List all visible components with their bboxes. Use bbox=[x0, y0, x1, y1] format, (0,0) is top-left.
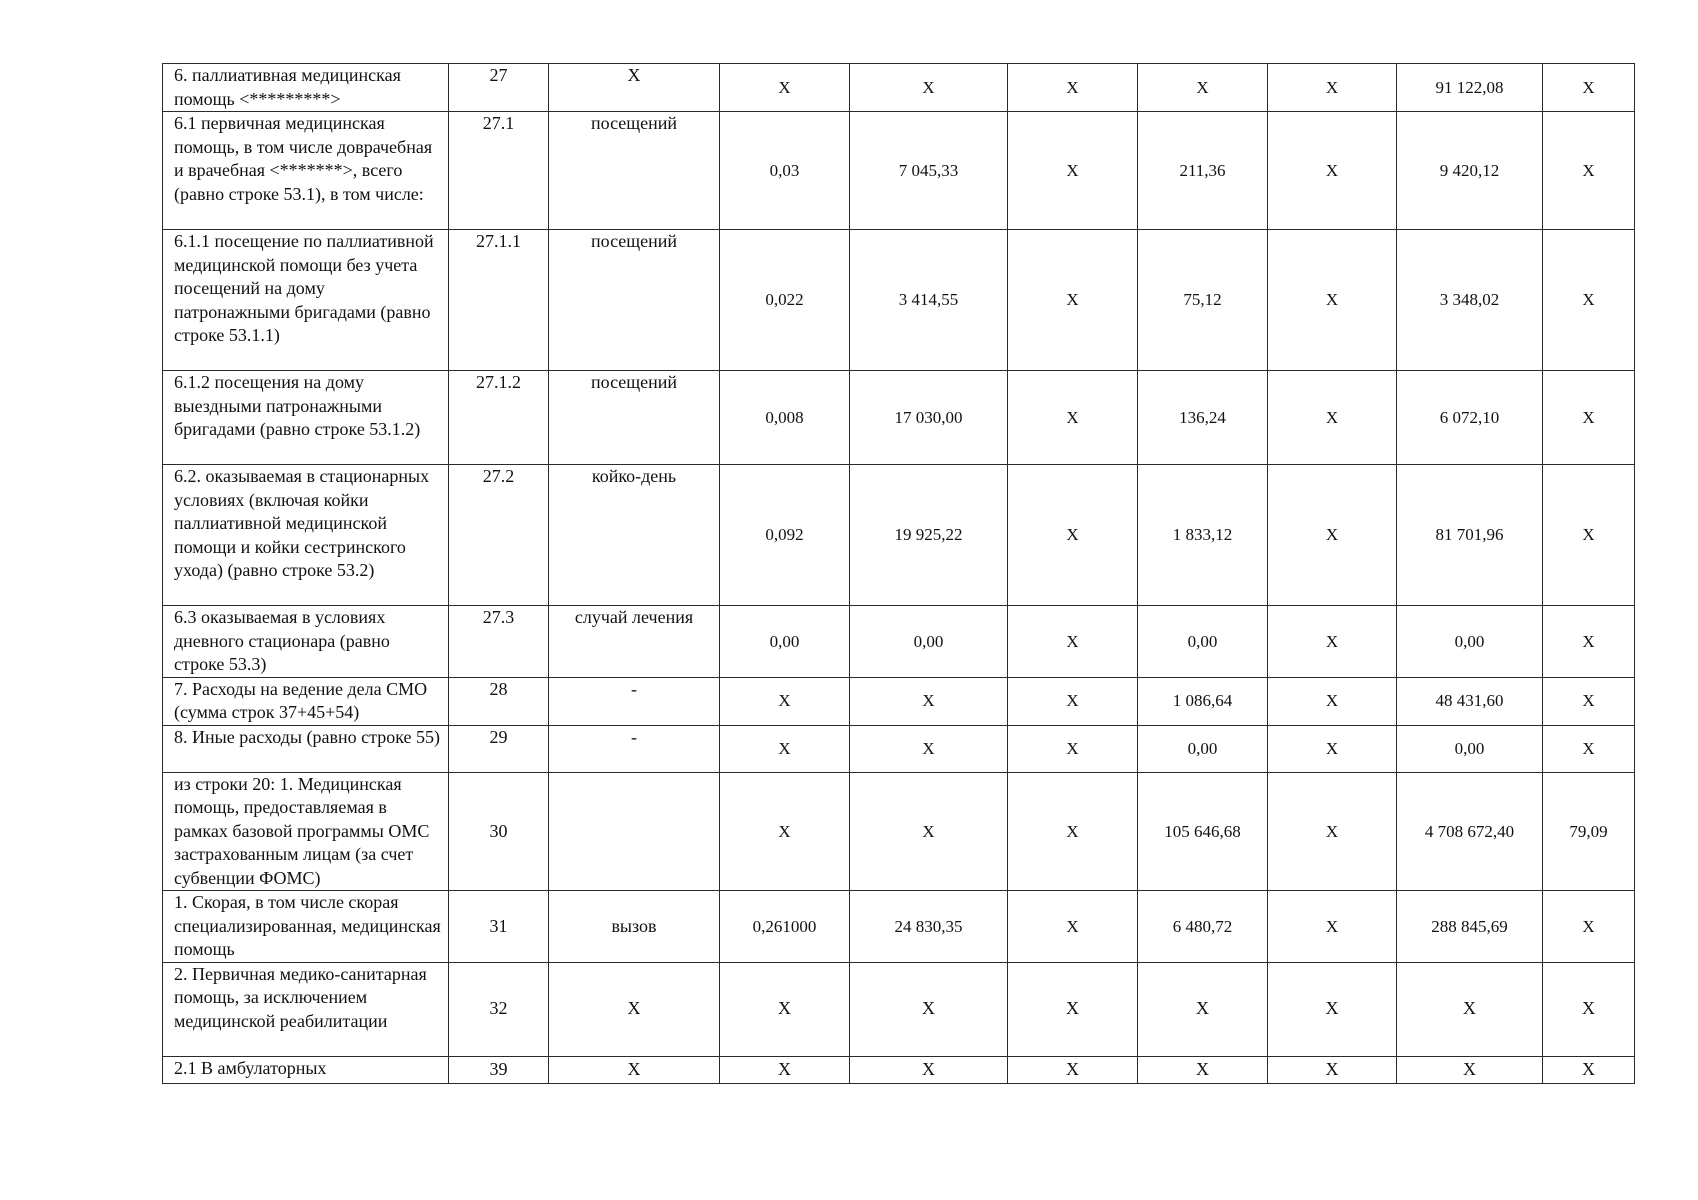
row-name-cell: 6. паллиативная медицинская помощь <*********> bbox=[163, 64, 449, 112]
value-cell: 136,24 bbox=[1138, 371, 1268, 465]
budget-table bbox=[162, 63, 1635, 1084]
value-cell: X bbox=[1008, 112, 1138, 230]
value-cell: 0,022 bbox=[720, 230, 850, 371]
value-cell: 79,09 bbox=[1543, 772, 1635, 891]
value-cell: X bbox=[1268, 725, 1397, 772]
value-cell: 1 086,64 bbox=[1138, 677, 1268, 725]
row-name-cell: 6.2. оказываемая в стационарных условиях (включая койки паллиативной медицинской помощи и койки сестринского ухода) (равно строке 53.2) bbox=[163, 465, 449, 606]
value-cell: X bbox=[850, 962, 1008, 1056]
value-cell: 288 845,69 bbox=[1397, 891, 1543, 963]
value-cell: X bbox=[1138, 1056, 1268, 1083]
table-row bbox=[163, 112, 1635, 230]
value-cell: 0,00 bbox=[1397, 725, 1543, 772]
table-row bbox=[163, 1056, 1635, 1083]
value-cell: X bbox=[850, 772, 1008, 891]
value-cell: 0,261000 bbox=[720, 891, 850, 963]
row-name-cell: 6.1 первичная медицинская помощь, в том числе доврачебная и врачебная <*******>, всего (равно строке 53.1), в том числе: bbox=[163, 112, 449, 230]
value-cell: X bbox=[1008, 606, 1138, 678]
unit-cell: случай лечения bbox=[549, 606, 720, 678]
value-cell: X bbox=[1268, 64, 1397, 112]
value-cell: 75,12 bbox=[1138, 230, 1268, 371]
unit-cell: - bbox=[549, 725, 720, 772]
unit-cell bbox=[549, 772, 720, 891]
value-cell: X bbox=[1543, 230, 1635, 371]
value-cell: X bbox=[850, 64, 1008, 112]
value-cell: X bbox=[1268, 606, 1397, 678]
row-number-cell: 27.1.1 bbox=[449, 230, 549, 371]
value-cell: X bbox=[1138, 962, 1268, 1056]
value-cell: X bbox=[720, 677, 850, 725]
value-cell: 0,092 bbox=[720, 465, 850, 606]
row-name-cell: 7. Расходы на ведение дела СМО (сумма строк 37+45+54) bbox=[163, 677, 449, 725]
value-cell: 9 420,12 bbox=[1397, 112, 1543, 230]
value-cell: X bbox=[1268, 962, 1397, 1056]
table-row bbox=[163, 64, 1635, 112]
value-cell: X bbox=[1268, 230, 1397, 371]
value-cell: X bbox=[720, 64, 850, 112]
value-cell: 0,00 bbox=[1397, 606, 1543, 678]
value-cell: 0,03 bbox=[720, 112, 850, 230]
value-cell: X bbox=[1008, 725, 1138, 772]
unit-cell: X bbox=[549, 1056, 720, 1083]
table-row bbox=[163, 371, 1635, 465]
value-cell: X bbox=[1138, 64, 1268, 112]
unit-cell: X bbox=[549, 962, 720, 1056]
value-cell: X bbox=[1268, 112, 1397, 230]
value-cell: X bbox=[1268, 891, 1397, 963]
row-number-cell: 30 bbox=[449, 772, 549, 891]
value-cell: X bbox=[1008, 64, 1138, 112]
value-cell: 211,36 bbox=[1138, 112, 1268, 230]
value-cell: X bbox=[1543, 725, 1635, 772]
value-cell: X bbox=[1008, 465, 1138, 606]
row-name-cell: 2. Первичная медико-санитарная помощь, за исключением медицинской реабилитации bbox=[163, 962, 449, 1056]
value-cell: 81 701,96 bbox=[1397, 465, 1543, 606]
table-row bbox=[163, 606, 1635, 678]
value-cell: 105 646,68 bbox=[1138, 772, 1268, 891]
value-cell: 4 708 672,40 bbox=[1397, 772, 1543, 891]
value-cell: X bbox=[1543, 891, 1635, 963]
value-cell: X bbox=[1543, 371, 1635, 465]
value-cell: X bbox=[1543, 606, 1635, 678]
value-cell: 0,008 bbox=[720, 371, 850, 465]
table-row bbox=[163, 677, 1635, 725]
row-number-cell: 32 bbox=[449, 962, 549, 1056]
value-cell: X bbox=[720, 1056, 850, 1083]
value-cell: 0,00 bbox=[720, 606, 850, 678]
row-number-cell: 29 bbox=[449, 725, 549, 772]
value-cell: X bbox=[1397, 962, 1543, 1056]
unit-cell: койко-день bbox=[549, 465, 720, 606]
value-cell: 91 122,08 bbox=[1397, 64, 1543, 112]
row-number-cell: 31 bbox=[449, 891, 549, 963]
value-cell: X bbox=[1397, 1056, 1543, 1083]
value-cell: X bbox=[850, 677, 1008, 725]
row-number-cell: 39 bbox=[449, 1056, 549, 1083]
row-number-cell: 28 bbox=[449, 677, 549, 725]
row-name-cell: 6.3 оказываемая в условиях дневного стационара (равно строке 53.3) bbox=[163, 606, 449, 678]
table-row bbox=[163, 230, 1635, 371]
value-cell: 3 348,02 bbox=[1397, 230, 1543, 371]
row-number-cell: 27.1.2 bbox=[449, 371, 549, 465]
value-cell: X bbox=[720, 725, 850, 772]
value-cell: X bbox=[850, 725, 1008, 772]
value-cell: X bbox=[1543, 962, 1635, 1056]
table-row bbox=[163, 891, 1635, 963]
value-cell: X bbox=[1008, 962, 1138, 1056]
value-cell: X bbox=[850, 1056, 1008, 1083]
table-row bbox=[163, 725, 1635, 772]
row-name-cell: 6.1.2 посещения на дому выездными патронажными бригадами (равно строке 53.1.2) bbox=[163, 371, 449, 465]
value-cell: X bbox=[720, 962, 850, 1056]
value-cell: X bbox=[1543, 1056, 1635, 1083]
value-cell: X bbox=[1268, 677, 1397, 725]
value-cell: X bbox=[1008, 891, 1138, 963]
value-cell: X bbox=[1008, 677, 1138, 725]
unit-cell: X bbox=[549, 64, 720, 112]
row-name-cell: из строки 20: 1. Медицинская помощь, предоставляемая в рамках базовой программы ОМС застрахованным лицам (за счет субвенции ФОМС) bbox=[163, 772, 449, 891]
unit-cell: посещений bbox=[549, 371, 720, 465]
value-cell: 6 072,10 bbox=[1397, 371, 1543, 465]
table-body bbox=[163, 64, 1635, 1084]
value-cell: 0,00 bbox=[1138, 606, 1268, 678]
value-cell: X bbox=[1008, 772, 1138, 891]
value-cell: X bbox=[1268, 772, 1397, 891]
value-cell: X bbox=[1008, 371, 1138, 465]
row-number-cell: 27.1 bbox=[449, 112, 549, 230]
row-name-cell: 8. Иные расходы (равно строке 55) bbox=[163, 725, 449, 772]
value-cell: X bbox=[1543, 465, 1635, 606]
value-cell: X bbox=[1268, 371, 1397, 465]
value-cell: 6 480,72 bbox=[1138, 891, 1268, 963]
unit-cell: посещений bbox=[549, 230, 720, 371]
value-cell: 24 830,35 bbox=[850, 891, 1008, 963]
value-cell: X bbox=[1543, 64, 1635, 112]
value-cell: X bbox=[1268, 465, 1397, 606]
unit-cell: посещений bbox=[549, 112, 720, 230]
value-cell: 3 414,55 bbox=[850, 230, 1008, 371]
value-cell: 1 833,12 bbox=[1138, 465, 1268, 606]
value-cell: 19 925,22 bbox=[850, 465, 1008, 606]
value-cell: 0,00 bbox=[1138, 725, 1268, 772]
row-number-cell: 27.2 bbox=[449, 465, 549, 606]
table-row bbox=[163, 962, 1635, 1056]
value-cell: 0,00 bbox=[850, 606, 1008, 678]
row-number-cell: 27 bbox=[449, 64, 549, 112]
value-cell: X bbox=[1268, 1056, 1397, 1083]
unit-cell: вызов bbox=[549, 891, 720, 963]
row-name-cell: 6.1.1 посещение по паллиативной медицинской помощи без учета посещений на дому патронажными бригадами (равно строке 53.1.1) bbox=[163, 230, 449, 371]
row-number-cell: 27.3 bbox=[449, 606, 549, 678]
value-cell: X bbox=[1543, 112, 1635, 230]
value-cell: 48 431,60 bbox=[1397, 677, 1543, 725]
unit-cell: - bbox=[549, 677, 720, 725]
table-row bbox=[163, 772, 1635, 891]
value-cell: X bbox=[720, 772, 850, 891]
row-name-cell: 2.1 В амбулаторных bbox=[163, 1056, 449, 1083]
table-row bbox=[163, 465, 1635, 606]
value-cell: X bbox=[1008, 230, 1138, 371]
row-name-cell: 1. Скорая, в том числе скорая специализированная, медицинская помощь bbox=[163, 891, 449, 963]
value-cell: 7 045,33 bbox=[850, 112, 1008, 230]
value-cell: X bbox=[1543, 677, 1635, 725]
value-cell: 17 030,00 bbox=[850, 371, 1008, 465]
value-cell: X bbox=[1008, 1056, 1138, 1083]
